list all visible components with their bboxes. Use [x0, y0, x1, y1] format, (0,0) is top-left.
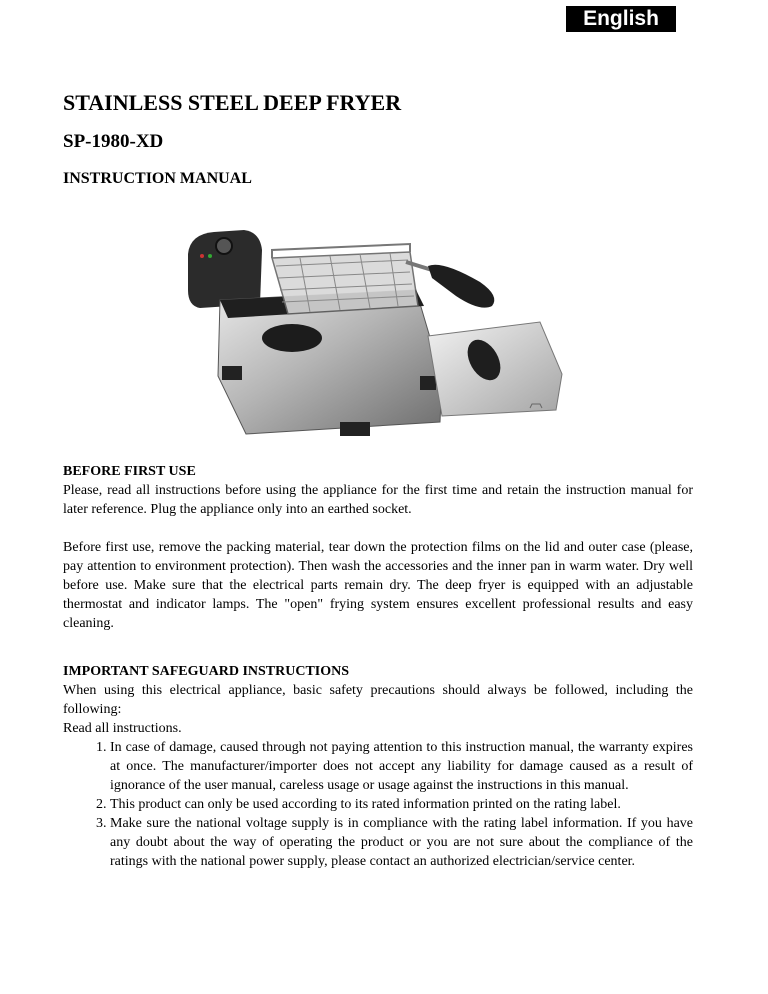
before-first-use-para1: Please, read all instructions before using the appliance for the first time and retain the instruction manual for later reference. Plug the appliance only into an earthed socket.	[63, 483, 693, 517]
safeguards-heading: IMPORTANT SAFEGUARD INSTRUCTIONS	[63, 664, 350, 679]
before-first-use-section	[63, 462, 693, 633]
before-first-use-heading: BEFORE FIRST USE	[63, 464, 196, 479]
safeguards-section	[63, 662, 693, 871]
model-number: SP-1980-XD	[63, 131, 164, 152]
safeguard-list	[63, 738, 693, 871]
language-tab: English	[566, 6, 676, 32]
read-all-instructions: Read all instructions.	[63, 721, 182, 736]
before-first-use-para2: Before first use, remove the packing material, tear down the protection films on the lid and outer case (please, pay attention to environment protection). Then wash the accessories and the inner pan in warm water. Dry well before use. Make sure that the electrical parts remain dry. The deep fryer is equipped with an adjustable thermostat and indicator lamps. The "open" frying system ensures excellent professional results and easy cleaning.	[63, 540, 693, 631]
document-title: STAINLESS STEEL DEEP FRYER	[63, 90, 402, 115]
safeguards-intro: When using this electrical appliance, basic safety precautions should always be followed, including the following:	[63, 683, 693, 717]
safeguard-item-3: 3. Make sure the national voltage supply is in compliance with the rating label information. If you have any doubt about the way of operating the product or you are not sure about the compliance of the ratings with the national power supply, please contact an authorized electrician/service center.	[110, 814, 693, 871]
safeguard-item-1: 1. In case of damage, caused through not paying attention to this instruction manual, the warranty expires at once. The manufacturer/importer does not accept any liability for damage caused as a result of ignorance of the user manual, careless usage or usage against the instructions in this manual.	[110, 738, 693, 795]
deep-fryer-image	[180, 226, 580, 446]
manual-subtitle: INSTRUCTION MANUAL	[63, 170, 252, 187]
safeguard-item-2: 2. This product can only be used according to its rated information printed on the rating label.	[110, 795, 693, 814]
